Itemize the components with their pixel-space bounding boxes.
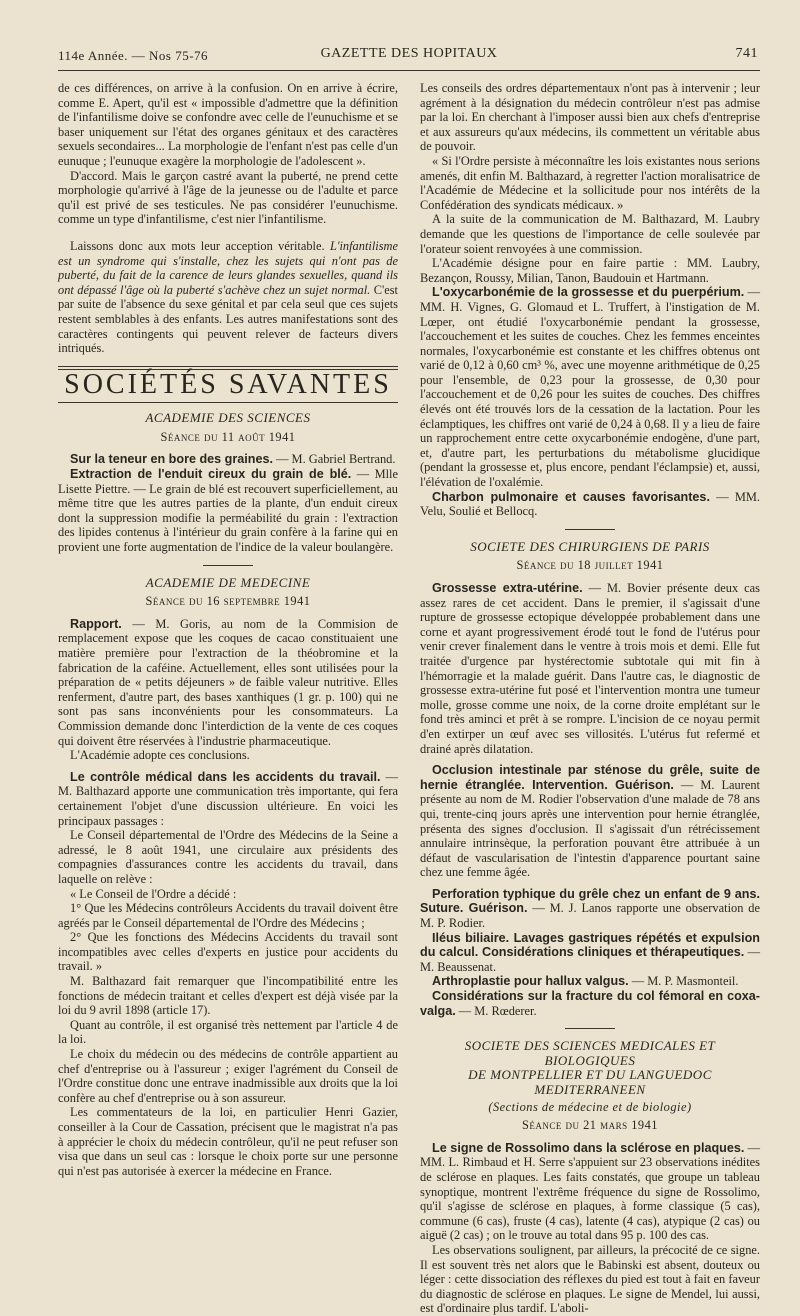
paragraph: 1° Que les Médecins contrôleurs Accidents du travail doivent être agréés par le Conseil départemental de l'Ordre des Médecins ; bbox=[58, 901, 398, 930]
paragraph: Laissons donc aux mots leur acception véritable. L'infantilisme est un syndrome qui s'installe, chez les sujets qui n'ont pas de puberté, du fait de la carence de leurs glandes sexuelles, quand ils ont dépassé l'âge où la puberté s'achève chez un sujet normal. C'est par suite de l'absence du sexe génital et par cela seul que ces sujets restent semblables à des enfants. Les autres manifestations sont des caractères contingents qui peuvent relever de facteurs divers intriqués. bbox=[58, 238, 399, 356]
communication: Rapport. — M. Goris, au nom de la Commision de remplacement expose que les coques de cacao constituaient une matière première pour l'extraction de la théobromine et la fabrication de la caféine. Actuellement, elles sont utilisées pour la préparation de « petits déjeuners » de faible valeur nutritive. Elles renferment, d'autre part, des bases xanthiques (1 gr. p. 100) qui ne sont pas sans inconvénients pour les consommateurs. La Commission demande donc l'interdiction de la vente de ces coques qui doivent être réservées à l'industrie pharmaceutique. bbox=[58, 616, 398, 748]
issue-number: 114e Année. — Nos 75-76 bbox=[58, 48, 209, 63]
communication: Sur la teneur en bore des graines. — M. Gabriel Bertrand. bbox=[70, 452, 396, 467]
paragraph: Le Conseil départemental de l'Ordre des Médecins de la Seine a adressé, le 8 août 1941, une circulaire aux présidents des compagnies d'assurances contre les accidents du travail, dans laquelle on relève : bbox=[58, 828, 398, 886]
divider bbox=[565, 1028, 615, 1029]
society-heading: SOCIETE DES SCIENCES MEDICALES ET BIOLOGIQUES bbox=[464, 1038, 716, 1068]
paragraph: Quant au contrôle, il est organisé très nettement par l'article 4 de la loi. bbox=[58, 1017, 398, 1047]
paragraph: « Si l'Ordre persiste à méconnaître les lois existantes nous serions amenés, dit enfin M. Balthazard, à regretter l'action moralisatrice de l'Académie de Médecine et la sollicitude pour nos intérêts de la Confédération des syndicats médicaux. » bbox=[420, 153, 760, 212]
society-heading: DE MONTPELLIER ET DU LANGUEDOC MEDITERRANEEN bbox=[468, 1067, 712, 1097]
seance-date: Séance du 11 août 1941 bbox=[160, 429, 296, 444]
communication: Considérations sur la fracture du col fémoral en coxa-valga. — M. Rœderer. bbox=[420, 989, 760, 1018]
society-heading: ACADEMIE DE MEDECINE bbox=[145, 574, 311, 590]
seance-date: Séance du 21 mars 1941 bbox=[522, 1118, 658, 1133]
header-rule bbox=[58, 70, 760, 71]
society-heading: SOCIETE DES CHIRURGIENS DE PARIS bbox=[470, 538, 710, 554]
society-heading: ACADEMIE DES SCIENCES bbox=[145, 410, 311, 426]
divider bbox=[565, 529, 615, 530]
society-subheading: (Sections de médecine et de biologie) bbox=[488, 1099, 692, 1114]
seance-date: Séance du 16 septembre 1941 bbox=[145, 594, 311, 609]
paragraph: A la suite de la communication de M. Balthazard, M. Laubry demande que les questions de l'importance de celle soulevée par l'orateur soient renvoyées à une commission. bbox=[420, 212, 760, 256]
communication: Charbon pulmonaire et causes favorisantes. — MM. Velu, Soulié et Bellocq. bbox=[420, 489, 760, 519]
paragraph: de ces différences, on arrive à la confusion. On en arrive à écrire, comme E. Apert, qu'il est « impossible d'admettre que la définition de l'infantilisme doive se confondre avec celle de l'eunuchisme et se baser uniquement sur l'état des organes génitaux et des caractères sexuels secondaires... La morphologie de l'enfant n'est pas celle d'un eunuque ; l'eunuque exagère la morphologie de l'adolescent ». bbox=[58, 81, 398, 168]
running-head bbox=[58, 44, 760, 68]
communication: Le signe de Rossolimo dans la sclérose en plaques. — MM. L. Rimbaud et H. Serre s'appuient sur 23 observations inédites de sclérose en plaques. Les faits constatés, que groupe un tableau synoptique, montrent l'extrême fréquence du signe de Rossolimo, qu'il s'agisse de sclérose en plaques, à forme classique (5 cas), commune (6 cas), fruste (4 cas), latente (4 cas), atypique (2 cas) ou aiguë (2 cas) ; on le trouve au total dans 95 p. 100 des cas. bbox=[420, 1140, 760, 1243]
seance-date: Séance du 18 juillet 1941 bbox=[516, 558, 664, 573]
paragraph: 2° Que les fonctions des Médecins Accidents du travail sont incompatibles avec celles d'experts en justice pour accidents du travail. » bbox=[58, 930, 398, 974]
communication: Grossesse extra-utérine. — M. Bovier présente deux cas assez rares de cet accident. Dans le premier, il s'agissait d'une rupture de grossesse ectopique développée probablement dans une corne et ayant progressivement érodé tout le fond de l'utérus pour venir crever finalement dans le ventre à trois mois et demi. Elle fut traitée d'urgence par hystérectomie subtotale qui mit fin à l'hémorragie et la malade guérit. Dans l'autre cas, le diagnostic de grossesse extra-utérine fut posé et l'intervention montra une tumeur molle, grosse comme une noix, de la corne droite emplétant sur le fond très aminci et prêt à se rompre. L'incision de ce noyau permit d'en extirper un œuf avec ses villosités. L'utérus fut refermé et drainé après dilatation. bbox=[420, 581, 760, 756]
page-number: 741 bbox=[735, 46, 758, 61]
two-columns bbox=[58, 81, 760, 1316]
communication: Iléus biliaire. Lavages gastriques répétés et expulsion du calcul. Considérations cliniques et thérapeutiques. — M. Beaussenat. bbox=[420, 930, 760, 974]
communication: L'oxycarbonémie de la grossesse et du puerpérium. — MM. H. Vignes, G. Glomaud et L. Truffert, à l'instigation de M. Lœper, ont étudié l'oxycarbonémie pendant la grossesse, l'accouchement et les suites de couches. Chez les femmes enceintes normales, l'oxycarbonémie est constante et les chiffres obtenus ont varié de 0,12 à 0,60 cm³ %, avec une moyenne arithmétique de 0,25 pour l'ensemble, de 0,23 pour la grossesse, de 0,30 pour l'accouchement et de 0,26 pour les suites de couches. Des chiffres élevés ont été trouvés lors de la cessation de la lactation. Pour les éclamptiques, les chiffres ont varié de 0,24 à 0,68. Il y a lieu de faire un rapprochement entre cette oxycarbonémie endogène, d'une part, et, d'autre part, les perturbations du métabolisme glucidique (pendant la grossesse et, plus encore, pendant l'éclampsie) et, aussi, l'élévation de l'oxalémie. bbox=[420, 285, 760, 490]
left-column bbox=[58, 81, 398, 1316]
paragraph: Les conseils des ordres départementaux n'ont pas à intervenir ; leur agrément à la désignation du médecin contrôleur n'est pas admise par la loi. En cherchant à l'imposer aussi bien aux chefs d'entreprise et aux assureurs qu'aux médecins, ils commettent un véritable abus de pouvoir. bbox=[420, 81, 760, 154]
paragraph: « Le Conseil de l'Ordre a décidé : bbox=[70, 886, 237, 901]
paragraph: Les observations soulignent, par ailleurs, la précocité de ce signe. Il est souvent très net alors que le Babinski est absent, douteux ou léger : cette dissociation des réflexes du pied est tout à fait en faveur du diagnostic de sclérose en plaques. Le signe de Mendel, lui aussi, est d'ordinaire plus tardif. L'aboli- bbox=[420, 1242, 760, 1316]
communication: Perforation typhique du grêle chez un enfant de 9 ans. Suture. Guérison. — M. J. Lanos rapporte une observation de M. P. Rodier. bbox=[420, 886, 760, 931]
divider bbox=[58, 402, 398, 403]
paragraph: D'accord. Mais le garçon castré avant la puberté, ne prend cette morphologie qu'arrivé à l'âge de la jeunesse ou de l'adulte et parce qu'il est privé de ses testicules. Ne pas considérer l'eunuchisme. comme un type d'infantilisme, c'est nier l'infantilisme. bbox=[58, 168, 398, 227]
section-title: SOCIÉTÉS SAVANTES bbox=[64, 368, 392, 400]
paragraph: M. Balthazard fait remarquer que l'incompatibilité entre les fonctions de médecin traitant et celles d'expert est déjà visée par la loi du 9 avril 1898 (article 17). bbox=[58, 974, 398, 1018]
communication: Extraction de l'enduit cireux du grain de blé. — Mlle Lisette Piettre. — Le grain de blé est recouvert superficiellement, au même titre que les autres parties de la plante, d'un enduit cireux dont la suppression modifie la perméabilité du grain : l'extraction des lipides contenus à l'intérieur du grain confère à la farine qui en provient une forte augmentation de l'indice de la valeur boulangère. bbox=[58, 467, 398, 555]
paragraph: Les commentateurs de la loi, en particulier Henri Gazier, conseiller à la Cour de Cassation, précisent que le magistrat n'a pas à apprécier le choix du médecin contrôleur, qu'il ne peut refuser son visa que dans un seul cas : lorsque le choix porte sur une personne qui n'est pas autorisée à exercer la médecine en France. bbox=[58, 1105, 398, 1178]
communication: Occlusion intestinale par sténose du grêle, suite de hernie étranglée. Intervention. Guérison. — M. Laurent présente au nom de M. Rodier l'observation d'une malade de 78 ans qui, trente-cinq jours après une intervention pour hernie étranglée, présenta des signes d'occlusion. Il s'agissait d'un rétrécissement annulaire intrinsèque, la perforation pouvant être attribuée à un défaut de vascularisation de l'intestin d'apparence pourtant saine chez une femme âgée. bbox=[420, 763, 760, 880]
journal-title: GAZETTE DES HOPITAUX bbox=[320, 46, 498, 61]
communication: Arthroplastie pour hallux valgus. — M. P. Masmonteil. bbox=[432, 974, 739, 989]
paragraph: L'Académie désigne pour en faire partie : MM. Laubry, Bezançon, Roussy, Milian, Tanon, Baudouin et Hartmann. bbox=[420, 256, 760, 285]
paragraph: L'Académie adopte ces conclusions. bbox=[70, 748, 250, 763]
paragraph: Le choix du médecin ou des médecins de contrôle appartient au chef d'entreprise ou à l'assureur ; exiger l'agrément du Conseil de l'Ordre constitue donc une entrave inadmissible aux droits que la loi confère au chef d'entreprise ou à son assureur. bbox=[58, 1047, 398, 1105]
communication: Le contrôle médical dans les accidents du travail. — M. Balthazard apporte une communication très importante, qui fera certainement l'objet d'une discussion ultérieure. En voici les principaux passages : bbox=[58, 769, 398, 828]
divider bbox=[203, 565, 253, 566]
right-column bbox=[420, 81, 760, 1316]
